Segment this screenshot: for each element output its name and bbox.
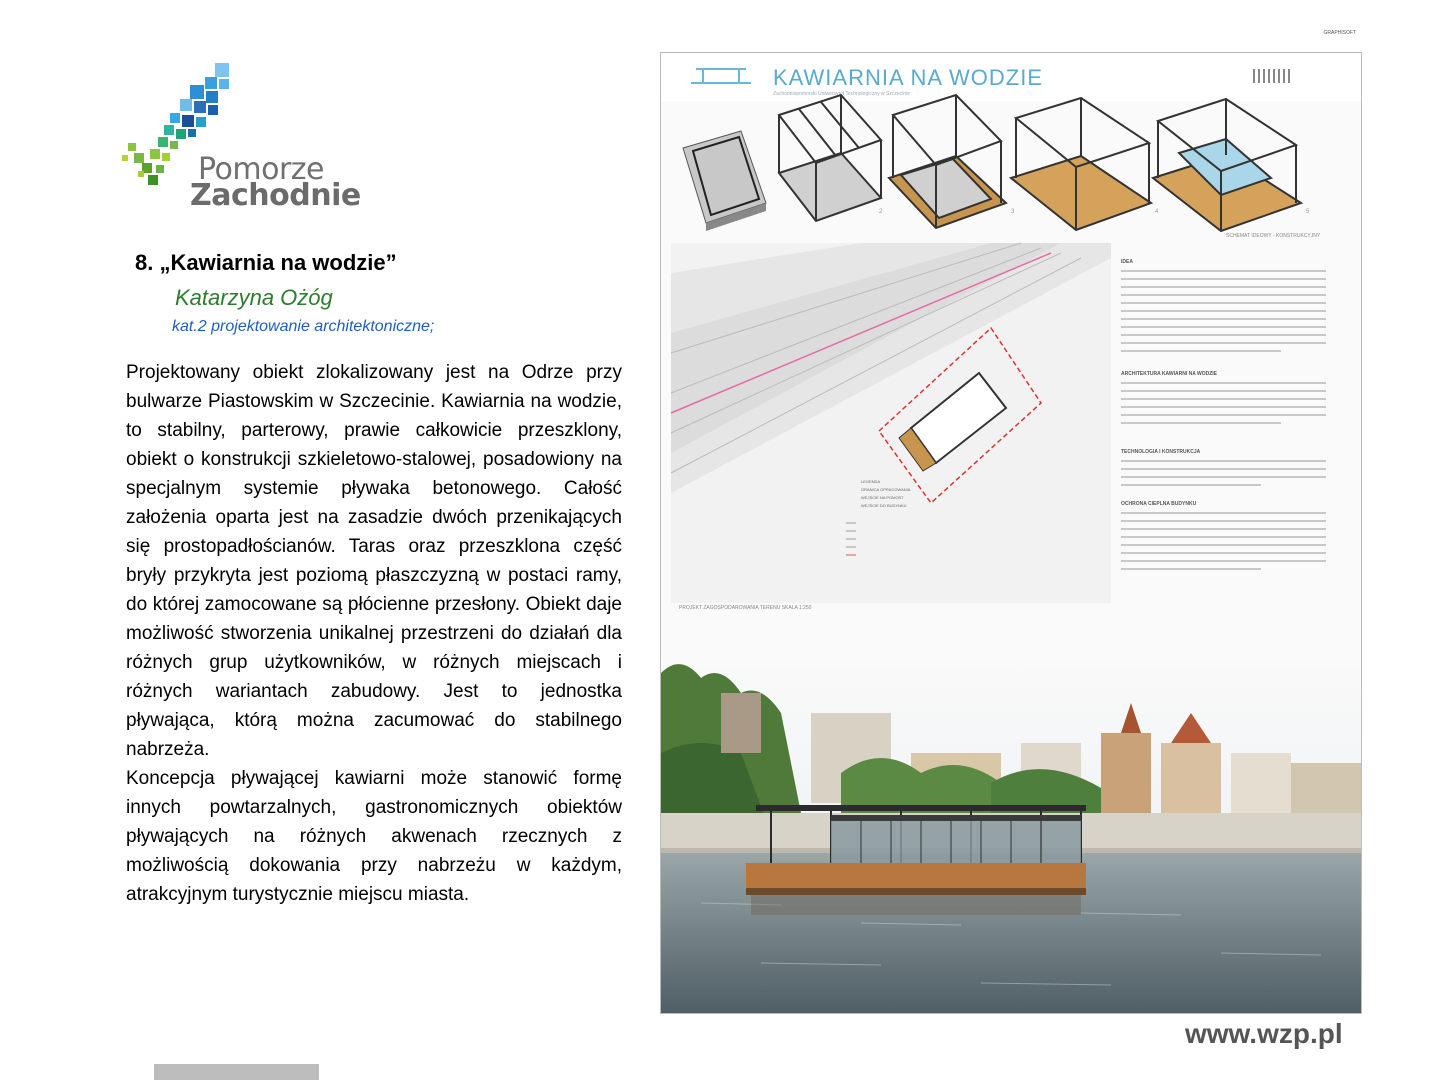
plan-caption: PROJEKT ZAGOSPODAROWANIA TERENU SKALA 1:250 [679,605,812,611]
svg-text:TECHNOLOGIA I KONSTRUKCJA: TECHNOLOGIA I KONSTRUKCJA [1121,449,1201,455]
step-5-glazing [1153,99,1301,231]
step-4-floor [1011,98,1151,230]
logo-text-zachodnie: Zachodnie [190,178,361,213]
step-1-pontoon [683,131,766,231]
project-description [126,358,622,909]
poster-graphic [661,53,1361,1013]
graphisoft-mark: GRAPHISOFT [1323,30,1356,36]
visualization-photo [661,653,1361,1013]
footer-bar [154,1064,319,1080]
step-3-deck [889,95,1006,228]
project-title: 8. „Kawiarnia na wodzie” [135,250,397,275]
step-3-number: 3 [1011,209,1015,215]
category-label: kat.2 projektowanie architektoniczne; [172,318,435,335]
svg-text:IDEA: IDEA [1121,259,1133,265]
logo-text-pomorze: Pomorze [198,152,324,187]
svg-text:GRANICA OPRACOWANIA: GRANICA OPRACOWANIA [861,487,911,492]
description-paragraph-2: Koncepcja pływającej kawiarni może stanowić formę innych powtarzalnych, gastronomicznych obiektów pływających na różnych akwenach rzecznych z możliwością dokowania przy nabrzeżu w każdym, atrakcyjnym turystycznie miejscu miasta. [126,768,622,905]
step-2-number: 2 [879,209,883,215]
svg-text:WEJŚCIE DO BUDYNKU: WEJŚCIE DO BUDYNKU [861,503,907,508]
poster-title: KAWIARNIA NA WODZIE [773,65,1043,90]
step-2-frame [779,95,881,221]
step-1-number: 1 [757,209,761,215]
project-poster [660,52,1362,1014]
description-paragraph-1: Projektowany obiekt zlokalizowany jest na Odrze przy bulwarze Piastowskim w Szczecinie. Kawiarnia na wodzie, to stabilny, parterowy, prawie całkowicie przeszklony, obiekt o konstrukcji szkieletowo-stalowej, posadowiony na specjalnym systemie pływaka betonowego. Całość założenia oparta jest na zasadzie dwóch przenikających się prostopadłościanów. Taras oraz przeszklona część bryły przykryta jest poziomą płaszczyzną w postaci ramy, do której zamocowane są płócienne przesłony. Obiekt daje możliwość stworzenia unikalnej przestrzeni do działań dla różnych grup użytkowników, w różnych miejscach i różnych wariantach zabudowy. Jest to jednostka pływająca, którą można zacumować do stabilnego nabrzeża. [126,362,622,760]
svg-text:ARCHITEKTURA KAWIARNI NA WODZI: ARCHITEKTURA KAWIARNI NA WODZIE [1121,371,1218,377]
step-4-number: 4 [1155,209,1159,215]
author-name: Katarzyna Ożóg [175,285,333,310]
svg-text:Zachodniopomorski Uniwersytet: Zachodniopomorski Uniwersytet Technologiczny w Szczecinie [773,91,910,97]
site-plan [671,243,1111,611]
svg-text:WEJŚCIE NA POMOST: WEJŚCIE NA POMOST [861,495,904,500]
schema-caption: SCHEMAT IDEOWY - KONSTRUKCYJNY [1226,233,1321,239]
website-url[interactable]: www.wzp.pl [1185,1018,1343,1049]
construction-steps [683,95,1310,231]
step-5-number: 5 [1306,209,1310,215]
legend-title: LEGENDA [861,479,881,484]
svg-text:OCHRONA CIEPLNA BUDYNKU: OCHRONA CIEPLNA BUDYNKU [1121,501,1197,507]
